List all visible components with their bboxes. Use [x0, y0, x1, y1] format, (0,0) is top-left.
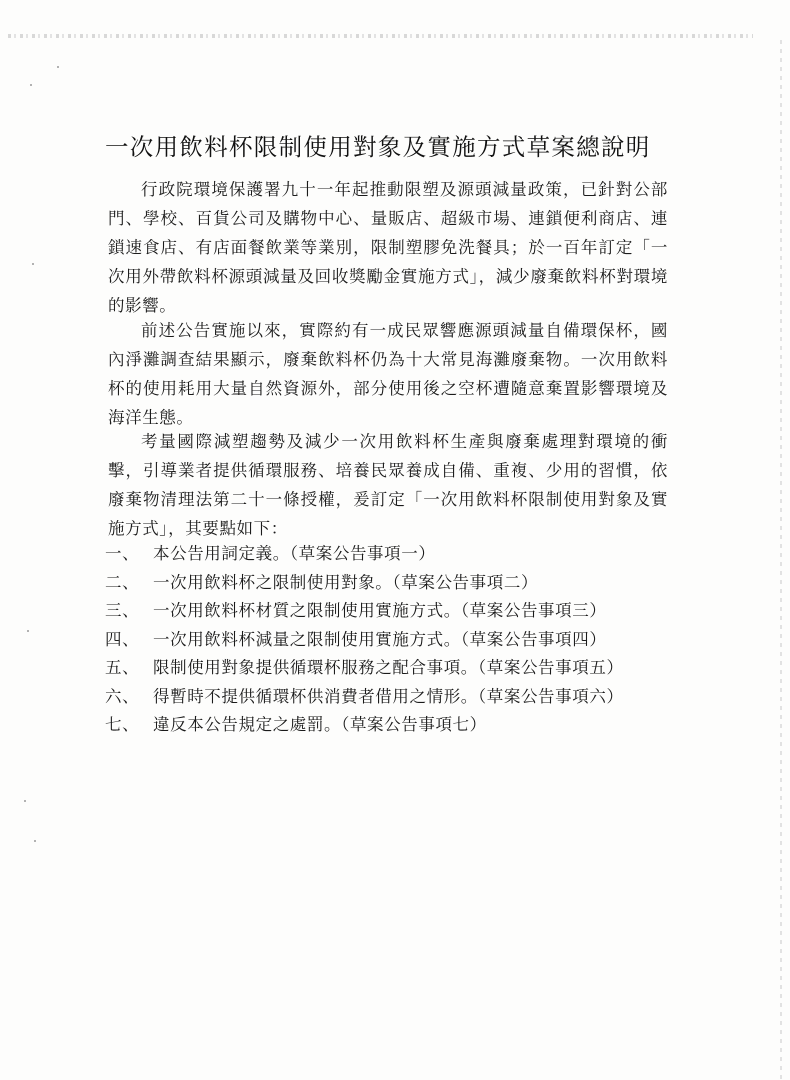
item-text: 得暫時不提供循環杯供消費者借用之情形。（草案公告事項六）	[153, 686, 624, 706]
item-number: 七、	[105, 715, 140, 734]
item-number: 六、	[105, 686, 140, 706]
scan-edge-artifact	[8, 34, 753, 38]
item-text: 違反本公告規定之處罰。（草案公告事項七）	[153, 715, 487, 734]
scan-edge-artifact-right	[780, 40, 782, 1080]
scan-speck	[27, 630, 29, 632]
list-item	[105, 711, 675, 740]
item-text: 限制使用對象提供循環杯服務之配合事項。（草案公告事項五）	[153, 658, 624, 677]
list-item	[105, 597, 675, 626]
item-number: 一、	[105, 544, 140, 563]
paragraph-background: 行政院環境保護署九十一年起推動限塑及源頭減量政策，已針對公部門、學校、百貨公司及購物中心、量販店、超級市場、連鎖便利商店、連鎖速食店、有店面餐飲業等業別，限制塑膠免洗餐具；於一百年訂定「一次用外帶飲料杯源頭減量及回收獎勵金實施方式」，減少廢棄飲料杯對環境的影響。	[108, 180, 668, 315]
list-item	[105, 569, 675, 598]
scan-speck	[57, 66, 59, 68]
list-item	[105, 540, 675, 569]
item-number: 二、	[105, 572, 140, 592]
item-text: 一次用飲料杯之限制使用對象。（草案公告事項二）	[153, 572, 539, 592]
item-text: 本公告用詞定義。（草案公告事項一）	[153, 544, 436, 563]
scan-speck	[24, 800, 26, 802]
document-title: 一次用飲料杯限制使用對象及實施方式草案總說明	[105, 133, 651, 161]
item-number: 四、	[105, 629, 140, 649]
paragraph-rationale: 考量國際減塑趨勢及減少一次用飲料杯生產與廢棄處理對環境的衝擊，引導業者提供循環服務、培養民眾養成自備、重複、少用的習慣，依廢棄物清理法第二十一條授權，爰訂定「一次用飲料杯限制使用對象及實施方式」，其要點如下：	[108, 432, 668, 538]
list-item	[105, 683, 675, 712]
item-number: 五、	[105, 658, 140, 677]
item-number: 三、	[105, 601, 140, 620]
key-points-list	[105, 540, 675, 740]
list-item	[105, 626, 675, 655]
scan-speck	[30, 84, 32, 86]
paragraph-current-status: 前述公告實施以來，實際約有一成民眾響應源頭減量自備環保杯，國內淨灘調查結果顯示，廢棄飲料杯仍為十大常見海灘廢棄物。一次用飲料杯的使用耗用大量自然資源外，部分使用後之空杯遭隨意棄置影響環境及海洋生態。	[108, 321, 668, 427]
item-text: 一次用飲料杯減量之限制使用實施方式。（草案公告事項四）	[153, 629, 607, 649]
scan-speck	[32, 263, 34, 265]
scan-speck	[34, 840, 36, 842]
item-text: 一次用飲料杯材質之限制使用實施方式。（草案公告事項三）	[153, 601, 607, 620]
list-item	[105, 654, 675, 683]
